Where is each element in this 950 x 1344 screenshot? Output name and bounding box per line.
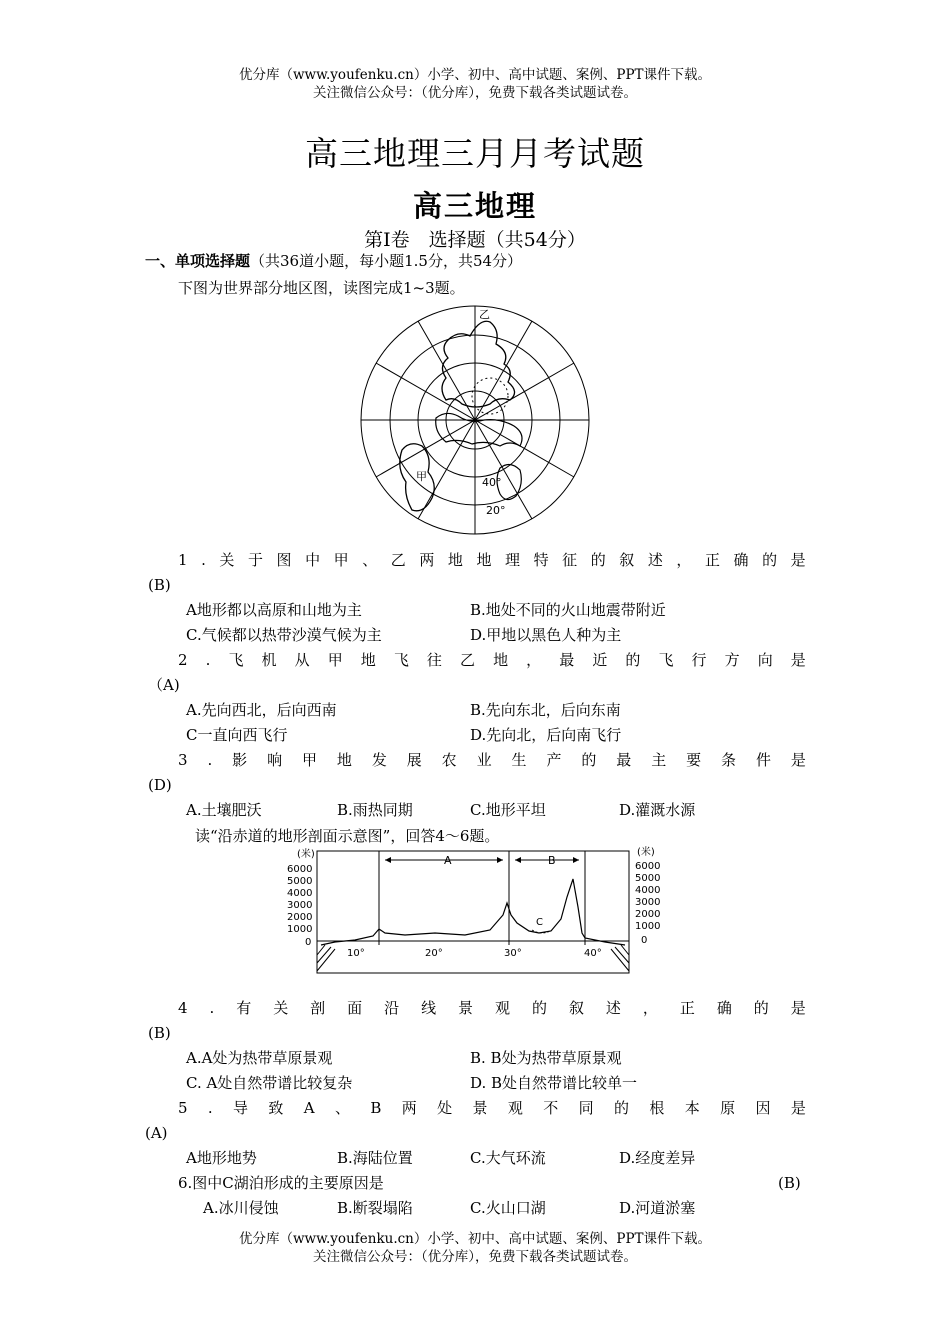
part-title: 第Ⅰ卷 选择题（共54分） (364, 229, 586, 251)
svg-text:4000: 4000 (287, 888, 313, 899)
q1-option-b: B.地处不同的火山地震带附近 (470, 601, 666, 619)
section-heading (145, 251, 522, 271)
svg-text:1000: 1000 (635, 921, 661, 932)
svg-text:4000: 4000 (635, 885, 661, 896)
question-5-answer: (A) (145, 1124, 168, 1142)
y-ticks-right (635, 861, 660, 946)
q5-option-c: C.大气环流 (470, 1149, 546, 1167)
question-1-stem: 1 . 关 于 图 中 甲 、 乙 两 地 地 理 特 征 的 叙 述 ， 正 确 的 是 (178, 551, 806, 569)
q5-option-d: D.经度差异 (619, 1149, 696, 1167)
svg-text:0: 0 (641, 935, 648, 946)
question-3-stem: 3 . 影 响 甲 地 发 展 农 业 生 产 的 最 主 要 条 件 是 (178, 751, 806, 769)
svg-text:2000: 2000 (287, 912, 313, 923)
page-footer (0, 1230, 950, 1266)
page-title: 高三地理三月月考试题 (305, 134, 645, 173)
page-header (0, 66, 950, 102)
svg-text:40°: 40° (584, 948, 602, 959)
q6-option-c: C.火山口湖 (470, 1199, 546, 1217)
footer-line-1: 优分库（www.youfenku.cn）小学、初中、高中试题、案例、PPT课件下载。 (238, 1231, 712, 1247)
q1-option-c: C.气候都以热带沙漠气候为主 (186, 626, 382, 644)
y-unit-left: (米) (297, 849, 315, 860)
meridian-lines (361, 306, 589, 534)
terrain-profile (321, 879, 625, 945)
q2-option-a: A.先向西北，后向西南 (186, 701, 337, 719)
q4-option-b: B. B处为热带草原景观 (470, 1049, 622, 1067)
section-label: 一、单项选择题 (145, 252, 251, 270)
q5-option-b: B.海陆位置 (337, 1149, 413, 1167)
profile-intro: 读“沿赤道的地形剖面示意图”，回答4～6题。 (195, 827, 500, 845)
question-2-answer: （A) (148, 676, 180, 694)
map-label-40: 40° (482, 476, 502, 489)
question-6-answer: (B) (778, 1174, 801, 1192)
question-6-stem: 6.图中C湖泊形成的主要原因是 (178, 1174, 384, 1192)
svg-text:6000: 6000 (635, 861, 661, 872)
region-b-label: B (548, 854, 556, 867)
svg-text:6000: 6000 (287, 864, 313, 875)
equator-profile-figure (285, 845, 665, 980)
subject-title: 高三地理 (412, 189, 537, 223)
svg-text:3000: 3000 (635, 897, 661, 908)
section-note: （共36道小题，每小题1.5分，共54分） (250, 252, 523, 270)
svg-text:0: 0 (305, 937, 312, 948)
polar-map-figure (350, 300, 600, 540)
svg-text:1000: 1000 (287, 924, 313, 935)
q6-option-d: D.河道淤塞 (619, 1199, 696, 1217)
map-label-20: 20° (486, 504, 506, 517)
q2-option-d: D.先向北，后向南飞行 (470, 726, 622, 744)
question-3-answer: (D) (148, 776, 172, 794)
q3-option-b: B.雨热同期 (337, 801, 413, 819)
q2-option-b: B.先向东北，后向东南 (470, 701, 621, 719)
q6-option-a: A.冰川侵蚀 (203, 1199, 279, 1217)
q6-option-b: B.断裂塌陷 (337, 1199, 413, 1217)
question-4-stem: 4 . 有 关 剖 面 沿 线 景 观 的 叙 述 ， 正 确 的 是 (178, 999, 806, 1017)
q1-option-a: A地形都以高原和山地为主 (186, 601, 362, 619)
map-intro: 下图为世界部分地区图，读图完成1~3题。 (178, 279, 465, 297)
svg-text:5000: 5000 (635, 873, 661, 884)
q3-option-d: D.灌溉水源 (619, 801, 696, 819)
q4-option-c: C. A处自然带谱比较复杂 (186, 1074, 353, 1092)
dotted-outline (472, 378, 508, 414)
svg-text:2000: 2000 (635, 909, 661, 920)
q5-option-a: A地形地势 (186, 1149, 257, 1167)
question-1-answer: (B) (148, 576, 171, 594)
coastline-north (442, 321, 515, 407)
y-unit-right: (米) (637, 847, 655, 858)
question-2-stem: 2 . 飞 机 从 甲 地 飞 往 乙 地 ， 最 近 的 飞 行 方 向 是 (178, 651, 806, 669)
q2-option-c: C一直向西飞行 (186, 726, 288, 744)
q3-option-c: C.地形平坦 (470, 801, 546, 819)
header-line-2: 关注微信公众号：（优分库），免费下载各类试题试卷。 (313, 85, 637, 101)
svg-text:5000: 5000 (287, 876, 313, 887)
q4-option-d: D. B处自然带谱比较单一 (470, 1074, 638, 1092)
header-line-1: 优分库（www.youfenku.cn）小学、初中、高中试题、案例、PPT课件下载。 (238, 67, 712, 83)
svg-text:10°: 10° (347, 948, 365, 959)
svg-text:3000: 3000 (287, 900, 313, 911)
y-ticks-left (287, 864, 312, 948)
map-label-yi: 乙 (479, 308, 490, 321)
svg-text:30°: 30° (504, 948, 522, 959)
lake-c-label: C (536, 917, 543, 928)
region-a-label: A (444, 854, 452, 867)
map-label-jia: 甲 (416, 470, 427, 483)
q4-option-a: A.A处为热带草原景观 (186, 1049, 333, 1067)
seabed-right (611, 945, 629, 971)
question-5-stem: 5 . 导 致 A 、 B 两 处 景 观 不 同 的 根 本 原 因 是 (178, 1099, 806, 1117)
svg-text:20°: 20° (425, 948, 443, 959)
seabed-left (317, 945, 335, 971)
x-ticks (347, 948, 602, 959)
q1-option-d: D.甲地以黑色人种为主 (470, 626, 622, 644)
question-4-answer: (B) (148, 1024, 171, 1042)
q3-option-a: A.土壤肥沃 (186, 801, 262, 819)
footer-line-2: 关注微信公众号：（优分库），免费下载各类试题试卷。 (313, 1249, 637, 1265)
